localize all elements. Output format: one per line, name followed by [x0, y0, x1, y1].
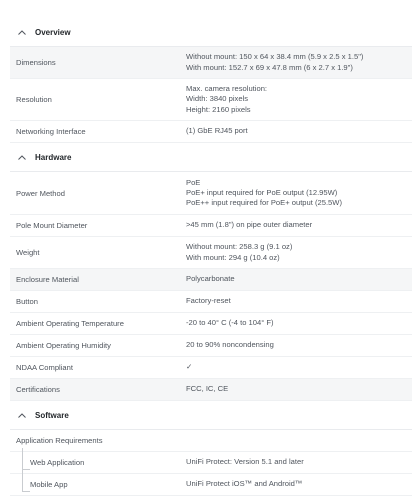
spec-label: Networking Interface: [16, 127, 86, 136]
spec-value: [180, 126, 412, 136]
spec-value: [180, 362, 412, 372]
spec-label: Mobile App: [30, 480, 68, 489]
spec-row-pole-mount-diameter: [10, 215, 412, 237]
spec-value-line: >45 mm (1.8") on pipe outer diameter: [186, 220, 313, 230]
chevron-up-icon: [14, 410, 30, 420]
spec-value-line: FCC, IC, CE: [186, 384, 229, 394]
spec-label: Ambient Operating Humidity: [16, 341, 111, 350]
spec-value: [180, 340, 412, 350]
spec-value-line: With mount: 294 g (10.4 oz): [186, 252, 280, 262]
spec-value-line: Polycarbonate: [186, 274, 235, 284]
spec-row-ndaa-compliant: [10, 357, 412, 379]
spec-value-line: (1) GbE RJ45 port: [186, 126, 248, 136]
spec-label: Resolution: [16, 95, 52, 104]
section-title: Overview: [35, 27, 71, 37]
spec-label: Ambient Operating Temperature: [16, 319, 124, 328]
spec-label: Pole Mount Diameter: [16, 221, 88, 230]
spec-value-line: 20 to 90% noncondensing: [186, 340, 274, 350]
spec-value-line: Height: 2160 pixels: [186, 104, 251, 114]
spec-value: [180, 274, 412, 284]
spec-value: [180, 84, 412, 115]
spec-row-dimensions: [10, 47, 412, 79]
spec-row-power-method: [10, 172, 412, 215]
spec-value-line: Factory-reset: [186, 296, 231, 306]
spec-value-line: -20 to 40° C (-4 to 104° F): [186, 318, 274, 328]
spec-value: [180, 318, 412, 328]
spec-row-button: [10, 291, 412, 313]
spec-label: Weight: [16, 248, 40, 257]
spec-value: [180, 220, 412, 230]
spec-value-line: Without mount: 150 x 64 x 38.4 mm (5.9 x 2.5 x 1.5"): [186, 52, 364, 62]
spec-row-resolution: [10, 79, 412, 121]
spec-row-web-application: [10, 452, 412, 474]
spec-row-ambient-operating-humidity: [10, 335, 412, 357]
spec-label: Web Application: [30, 458, 85, 467]
chevron-up-icon: [14, 27, 30, 37]
tree-connector: [22, 448, 30, 470]
spec-value-line: Max. camera resolution:: [186, 84, 268, 94]
spec-value: [180, 52, 412, 73]
spec-value-line: PoE+ input required for PoE output (12.95W): [186, 187, 338, 197]
spec-row-weight: [10, 237, 412, 269]
spec-row-ambient-operating-temperature: [10, 313, 412, 335]
spec-value: [180, 296, 412, 306]
spec-row-networking-interface: [10, 121, 412, 143]
section-header-software[interactable]: [10, 401, 412, 430]
section-header-overview[interactable]: [10, 18, 412, 47]
spec-value-line: UniFi Protect: Version 5.1 and later: [186, 457, 304, 467]
section-title: Hardware: [35, 152, 72, 162]
spec-label: Enclosure Material: [16, 275, 79, 284]
spec-value-line: UniFi Protect iOS™ and Android™: [186, 479, 303, 489]
spec-value: [180, 178, 412, 209]
spec-value: [180, 384, 412, 394]
spec-value-line: PoE: [186, 177, 201, 187]
spec-value: [180, 457, 412, 467]
spec-table: [10, 18, 412, 496]
tree-connector: [22, 470, 30, 492]
spec-row-mobile-app: [10, 474, 412, 496]
spec-value-line: ✓: [186, 362, 193, 372]
section-header-hardware[interactable]: [10, 143, 412, 172]
spec-value-line: Width: 3840 pixels: [186, 94, 249, 104]
spec-row-enclosure-material: [10, 269, 412, 291]
chevron-up-icon: [14, 152, 30, 162]
spec-label: Application Requirements: [16, 436, 103, 445]
spec-value: [180, 479, 412, 489]
spec-label: Dimensions: [16, 58, 56, 67]
spec-value-line: Without mount: 258.3 g (9.1 oz): [186, 242, 293, 252]
spec-label: Button: [16, 297, 38, 306]
spec-row-application-requirements: [10, 430, 412, 452]
spec-label: Certifications: [16, 385, 60, 394]
spec-row-certifications: [10, 379, 412, 401]
spec-label: Power Method: [16, 188, 65, 198]
spec-value: [180, 242, 412, 263]
spec-label: NDAA Compliant: [16, 363, 73, 372]
spec-value-line: PoE++ input required for PoE+ output (25.5W): [186, 198, 342, 208]
section-title: Software: [35, 410, 69, 420]
spec-value-line: With mount: 152.7 x 69 x 47.8 mm (6 x 2.7 x 1.9"): [186, 62, 353, 72]
